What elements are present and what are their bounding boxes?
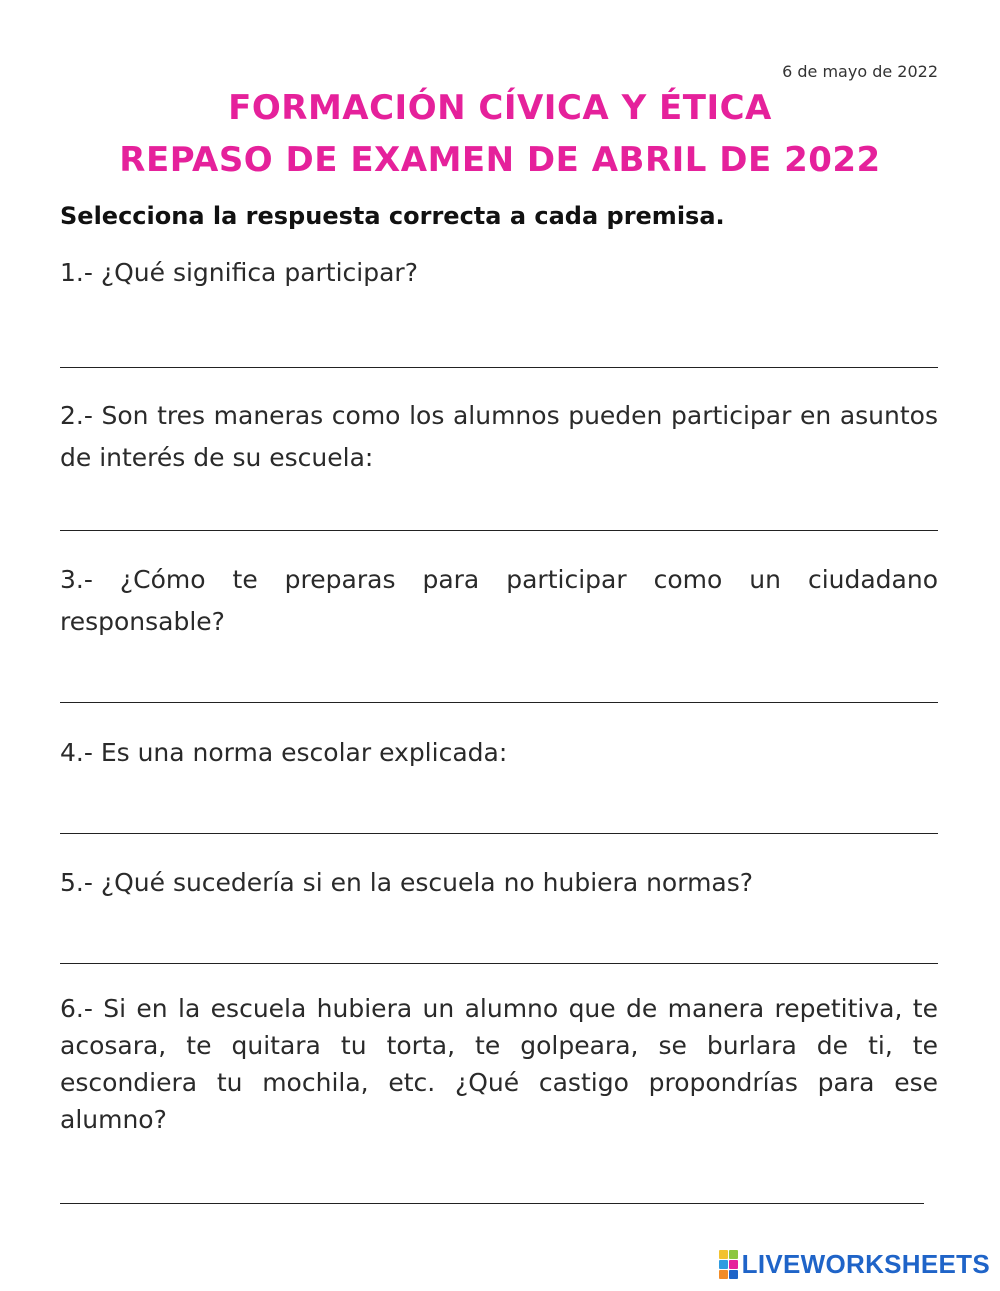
worksheet-subtitle: REPASO DE EXAMEN DE ABRIL DE 2022 xyxy=(119,140,881,180)
question-6: 6.- Si en la escuela hubiera un alumno que de manera repetitiva, te acosara, te quitara tu torta, te golpeara, se burlara de ti, te escondiera tu mochila, etc. ¿Qué castigo propondrías para ese alumno? xyxy=(60,994,938,1134)
question-4: 4.- Es una norma escolar explicada: xyxy=(60,738,508,767)
answer-line-5[interactable] xyxy=(60,963,938,964)
question-2: 2.- Son tres maneras como los alumnos pueden participar en asuntos de interés de su escuela: xyxy=(60,401,938,472)
liveworksheets-logo xyxy=(719,1249,990,1279)
answer-line-1[interactable] xyxy=(60,367,938,368)
question-1: 1.- ¿Qué significa participar? xyxy=(60,258,418,287)
answer-line-2[interactable] xyxy=(60,530,938,531)
brand-name: LIVEWORKSHEETS xyxy=(741,1248,990,1279)
answer-line-4[interactable] xyxy=(60,833,938,834)
question-3: 3.- ¿Cómo te preparas para participar como un ciudadano responsable? xyxy=(60,565,938,636)
instructions: Selecciona la respuesta correcta a cada premisa. xyxy=(60,202,725,230)
worksheet-title: FORMACIÓN CÍVICA Y ÉTICA xyxy=(228,88,772,128)
answer-line-6[interactable] xyxy=(60,1203,924,1204)
question-5: 5.- ¿Qué sucedería si en la escuela no hubiera normas? xyxy=(60,868,754,897)
worksheet-date: 6 de mayo de 2022 xyxy=(782,62,938,81)
answer-line-3[interactable] xyxy=(60,702,938,703)
liveworksheets-logo-icon xyxy=(719,1250,738,1279)
